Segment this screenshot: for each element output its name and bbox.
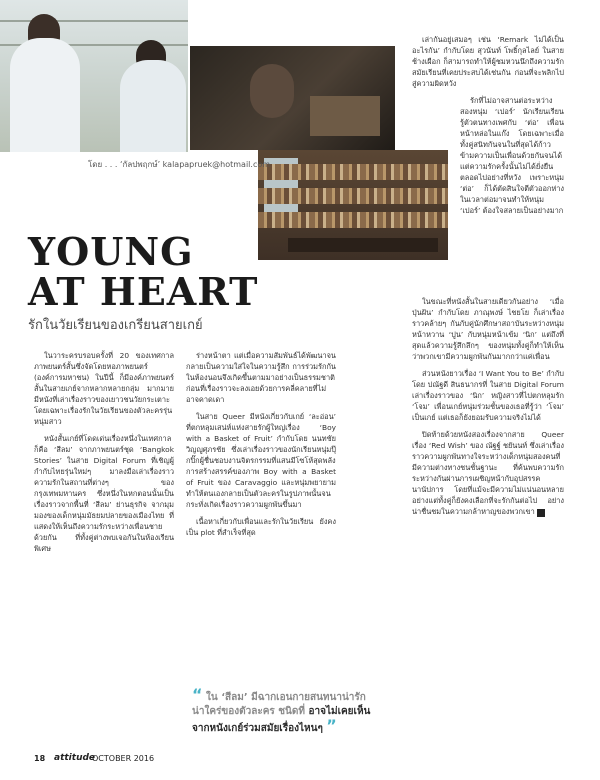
photo-schoolboys	[0, 0, 188, 152]
paragraph: ร่างหน้าตา แต่เมื่อความสัมพันธ์ได้พัฒนาจนกลายเป็นความใส่ใจในความรู้สึก การร่วมรักกันในห้องนอนจึงเกิดขึ้นตามมาอย่างเป็นธรรมชาติ ก่อนที่เรื่องราวจะลงเอยด้วยการคลี่คลายที่ไม่อาจคาดเดา	[186, 351, 336, 404]
paragraph: ในขณะที่หนังสั้นในสายเดียวกันอย่าง ‘เมื่อปุ่นฝัน’ กำกับโดย ภาณุพงษ์ ไชยโย ก็เล่าเรื่องราวคล้ายๆ กันกับคู่นักศึกษาสถาบันระหว่างหนุ่มหน้าหวาน ‘ปูน’ กับหนุ่มหน้าเข้ม ‘นิก’ แต่ถึงที่สุดแล้วความรู้สึกลึกๆ ของหนุ่มทั้งคู่ก็ทำให้เห็นว่าพวกเขามีความผูกพันกันมากกว่าแค่เพื่อน	[412, 297, 564, 361]
paragraph: รักที่ไม่อาจสานต่อระหว่างสองหนุ่ม ‘เปอร์’ นักเรียนเรียนรู้ตัวตนทางเพศกับ ‘ต่อ’ เพื่อนหน้าหล่อในแก๊ง โดยเฉพาะเมื่อทั้งคู่สนิทกันจนในที่สุดได้ก้าวข้ามความเป็นเพื่อนด้วยกันจนได้ แต่ความรักครั้งนั้นไม่ได้ยั่งยืนตลอดไปอย่างที่หวัง เพราะหนุ่ม ‘ต่อ’ ก็ได้ตัดสินใจตีตัวออกห่างในเวลาต่อมาจนทำให้หนุ่ม ‘เปอร์’ ต้องใจสลายเป็นอย่างมาก	[460, 96, 564, 215]
issue-date: OCTOBER 2016	[92, 754, 155, 763]
subtitle: รักในวัยเรียนของเกรียนสายเกย์	[28, 318, 203, 333]
photo-film-still-dark	[190, 46, 395, 150]
column-2	[186, 350, 336, 544]
open-quote-icon: “	[192, 685, 203, 704]
paragraph: ส่วนหนังยาวเรื่อง ‘I Want You to Be’ กำกับโดย ปณัฐดี สินธนากรที่ ในสาย Digital Forum เล่าเรื่องราวของ ‘นิก’ หญิงสาวที่ไปตกหลุมรัก ‘โจม’ เพื่อนเกย์หนุ่มร่วมชั้นของเธอที่รู้ว่า ‘โจม’ เป็นเกย์ แต่เธอก็ยังยอมรับความจริงไม่ได้	[412, 369, 564, 422]
pull-quote	[192, 685, 380, 736]
paragraph: เล่ากันอยู่เสมอๆ เช่น ‘Remark ไม่ได้เป็นอะไรกัน’ กำกับโดย สุวนันท์ โพธิ์กุลไลย์ ในสายช้างเผือก ก็สามารถทำให้ผู้ชมหวนนึกถึงความรักสมัยเรียนที่เคยประสบได้เช่นกัน ก่อนที่จะพลิกไปสู่ความผิดหวัง	[412, 35, 564, 88]
close-quote-icon: ”	[326, 716, 337, 735]
magazine-name: attitude	[54, 753, 96, 763]
end-mark-icon: a	[537, 509, 545, 517]
paragraph: ในวาระครบรอบครั้งที่ 20 ของเทศกาลภาพยนตร์สั้นซึ่งจัดโดยหอภาพยนตร์ (องค์การมหาชน) ในปีนี้ ก็มีองค์ภาพยนตร์สั้นในสายเกย์จากหลากหลายกลุ่ม มากมาย มีหนังที่เล่าเรื่องราวของเยาวชนวัยกระเตาะโดยเฉพาะเรื่องรักในวัยเรียนของตัวละครรุ่นหนุ่มสาว	[34, 351, 174, 426]
byline-caption: โดย . . . ‘กัลปพฤกษ์’ kalapapruek@hotmail.com	[88, 160, 271, 169]
headline	[28, 229, 259, 314]
headline-line-1: YOUNG	[28, 229, 194, 274]
pull-quote-light: ใน ‘สีลม’ มีฉากเอนกายสนทนาน่ารัก น่าใคร่ของตัวละคร ชนิดที่	[192, 692, 366, 717]
column-3-top	[412, 34, 564, 222]
headline-line-2: AT HEART	[28, 269, 259, 314]
page-number: 18	[34, 754, 46, 763]
paragraph-text: ปิดท้ายด้วยหนังสองเรื่องจากสาย Queer เรื่อง ‘Red Wish’ ของ ณัฐฐ์ ชยันนท์ ซึ่งเล่าเรื่องราวความผูกพันทางใจระหว่างเด็กหนุ่มสองคนที่มีความต่างทางชนชั้นฐานะ ที่ค้นพบความรักระหว่างกันผ่านการเผชิญหน้ากับอุปสรรคนานัปการ โดยที่แม้จะมีความไม่แน่นอนหลายอย่างแต่ทั้งคู่ก็ยังคงเลือกที่จะรักกันต่อไป อย่างน่าชื่นชมในความกล้าหาญของพวกเขา	[412, 430, 564, 516]
paragraph: หนังสั้นเกย์ที่โดดเด่นเรื่องหนึ่งในเทศกาลก็คือ ‘สีลม’ จากภาพยนตร์ชุด ‘Bangkok Stories’ ในสาย Digital Forum ที่เชิญผู้กำกับไทยรุ่นใหม่ๆ มาลงมือเล่าเรื่องราวความรักในสถานที่ต่างๆ ของกรุงเทพมหานคร ซึ่งหนึ่งในหกตอนนั้นเป็นเรื่องราวจากพื้นที่ ‘สีลม’ ย่านธุรกิจ จากมุมมองของเด็กหนุ่มมัธยมปลายของเมืองไทย ที่แสดงให้เห็นถึงความรักระหว่างเพื่อนชายด้วยกัน ที่ทั้งคู่ต่างพบเจอกันในห้องเรียนพิเศษ	[34, 434, 174, 553]
column-1	[34, 350, 174, 560]
paragraph: ในสาย Queer มีหนังเกี่ยวกับเกย์ ‘ละอ่อน’ ที่ตกหลุมเสน่ห์แห่งสายรักผู้ใหญ่เรื่อง ‘Boy with a Basket of Fruit’ กำกับโดย นนทชัย วิญญูศุภรชัย ซึ่งเล่าเรื่องราวของนักเรียนหนุ่มปุ๊กปิ๊กผู้ชื่นชอบงานจิตรกรรมที่แสนมีโซโห้สุดพลังการสร้างสรรค์ของภาพ Boy with a Basket of Fruit ของ Caravaggio และหนุ่มพยายามทำให้ตนเองกลายเป็นตัวละครในรูปภาพนั้นจนกระทั่งเกิดเรื่องราวความผูกพันขึ้นมา	[186, 412, 336, 509]
paragraph	[412, 429, 564, 517]
pull-quote-dark: อาจไม่เคยเห็นจากหนังเกย์ร่วมสมัยเรื่องไหนๆ	[192, 706, 371, 734]
column-3-bottom	[412, 296, 564, 523]
paragraph: เนื้อหาเกี่ยวกับเพื่อนและรักในวัยเรียน ยังคงเป็น plot ที่สำเร็จที่สุด	[186, 517, 336, 537]
